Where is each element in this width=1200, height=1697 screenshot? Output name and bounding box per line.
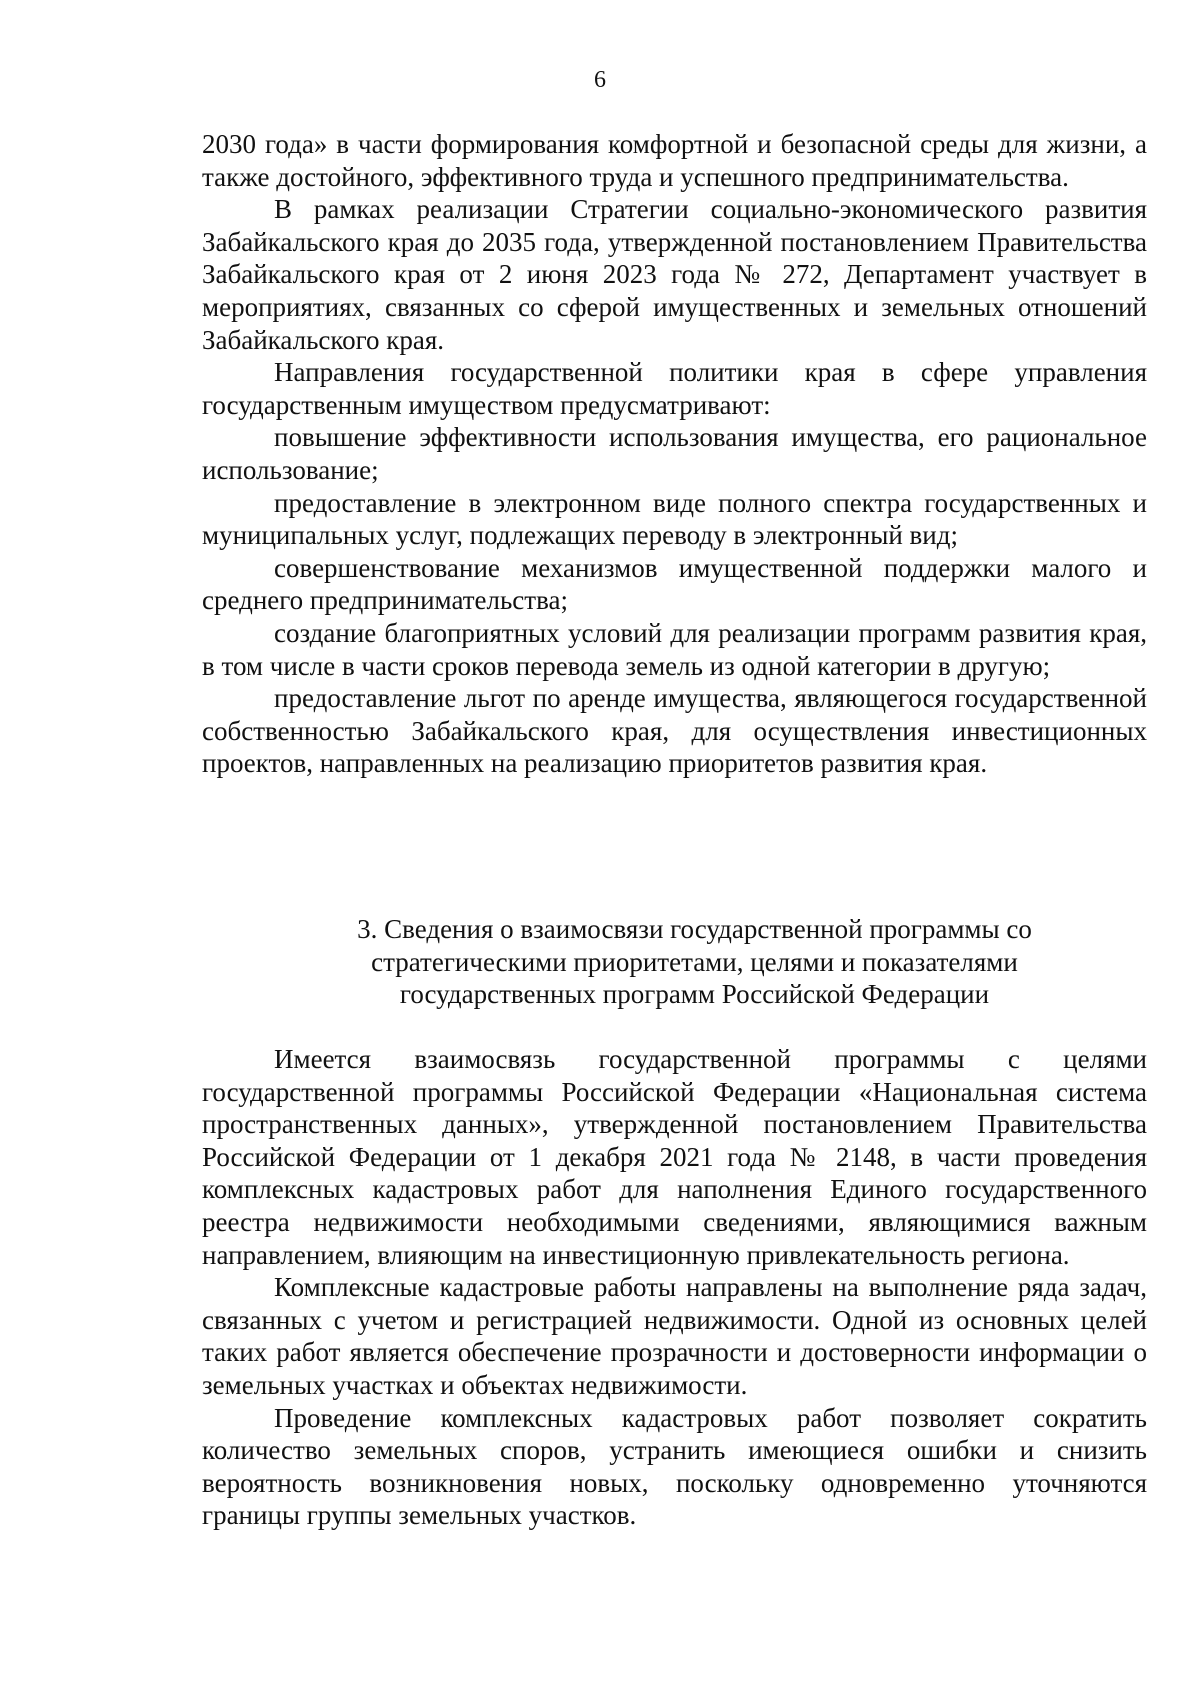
- list-item-lease-benefits: предоставление льгот по аренде имущества, являющегося государственной собственностью Забайкальского края, для осуществления инвестиционных проектов, направленных на реализацию приоритетов развития края.: [202, 683, 1147, 779]
- paragraph-strategy: В рамках реализации Стратегии социально-экономического развития Забайкальского края до 2035 года, утвержденной постановлением Правительства Забайкальского края от 2 июня 2023 года № 272, Департамент участвует в мероприятиях, связанных со сферой имущественных и земельных отношений Забайкальского края.: [202, 194, 1147, 355]
- paragraph-policy-directions: Направления государственной политики края в сфере управления государственным имуществом предусматривают:: [202, 357, 1147, 420]
- section-3-heading-line-1: 3. Сведения о взаимосвязи государственной программы со: [357, 914, 1032, 944]
- paragraph-disputes-reduction: Проведение комплексных кадастровых работ позволяет сократить количество земельных споров, устранить имеющиеся ошибки и снизить вероятность возникновения новых, поскольку одновременно уточняются границы группы земельных участков.: [202, 1402, 1147, 1531]
- list-item-electronic-services: предоставление в электронном виде полного спектра государственных и муниципальных услуг, подлежащих переводу в электронный вид;: [202, 487, 1147, 551]
- list-item-efficiency: повышение эффективности использования имущества, его рациональное использование;: [202, 422, 1147, 485]
- paragraph-continuation: 2030 года» в части формирования комфортной и безопасной среды для жизни, а также достойного, эффективного труда и успешного предпринимательства.: [202, 129, 1147, 192]
- paragraph-cadastral-works: Комплексные кадастровые работы направлены на выполнение ряда задач, связанных с учетом и регистрацией недвижимости. Одной из основных целей таких работ является обеспечение прозрачности и достоверности информации о земельных участках и объектах недвижимости.: [202, 1272, 1147, 1400]
- paragraph-relationship: Имеется взаимосвязь государственной программы с целями государственной программы Российской Федерации «Национальная система пространственных данных», утвержденной постановлением Правительства Российской Федерации от 1 декабря 2021 года № 2148, в части проведения комплексных кадастровых работ для наполнения Единого государственного реестра недвижимости необходимыми сведениями, являющимися важным направлением, влияющим на инвестиционную привлекательность региона.: [202, 1044, 1147, 1270]
- section-3-heading: [202, 913, 1147, 1011]
- page-number: 6: [594, 67, 606, 93]
- section-3-heading-line-3: государственных программ Российской Федерации: [399, 979, 990, 1010]
- section-3-heading-line-2: стратегическими приоритетами, целями и показателями: [371, 946, 1018, 977]
- list-item-business-support: совершенствование механизмов имущественной поддержки малого и среднего предпринимательства;: [202, 552, 1147, 616]
- intro-text: [202, 128, 1147, 780]
- section-3-text: [202, 1043, 1147, 1532]
- list-item-favorable-conditions: создание благоприятных условий для реализации программ развития края, в том числе в части сроков перевода земель из одной категории в другую;: [202, 617, 1147, 681]
